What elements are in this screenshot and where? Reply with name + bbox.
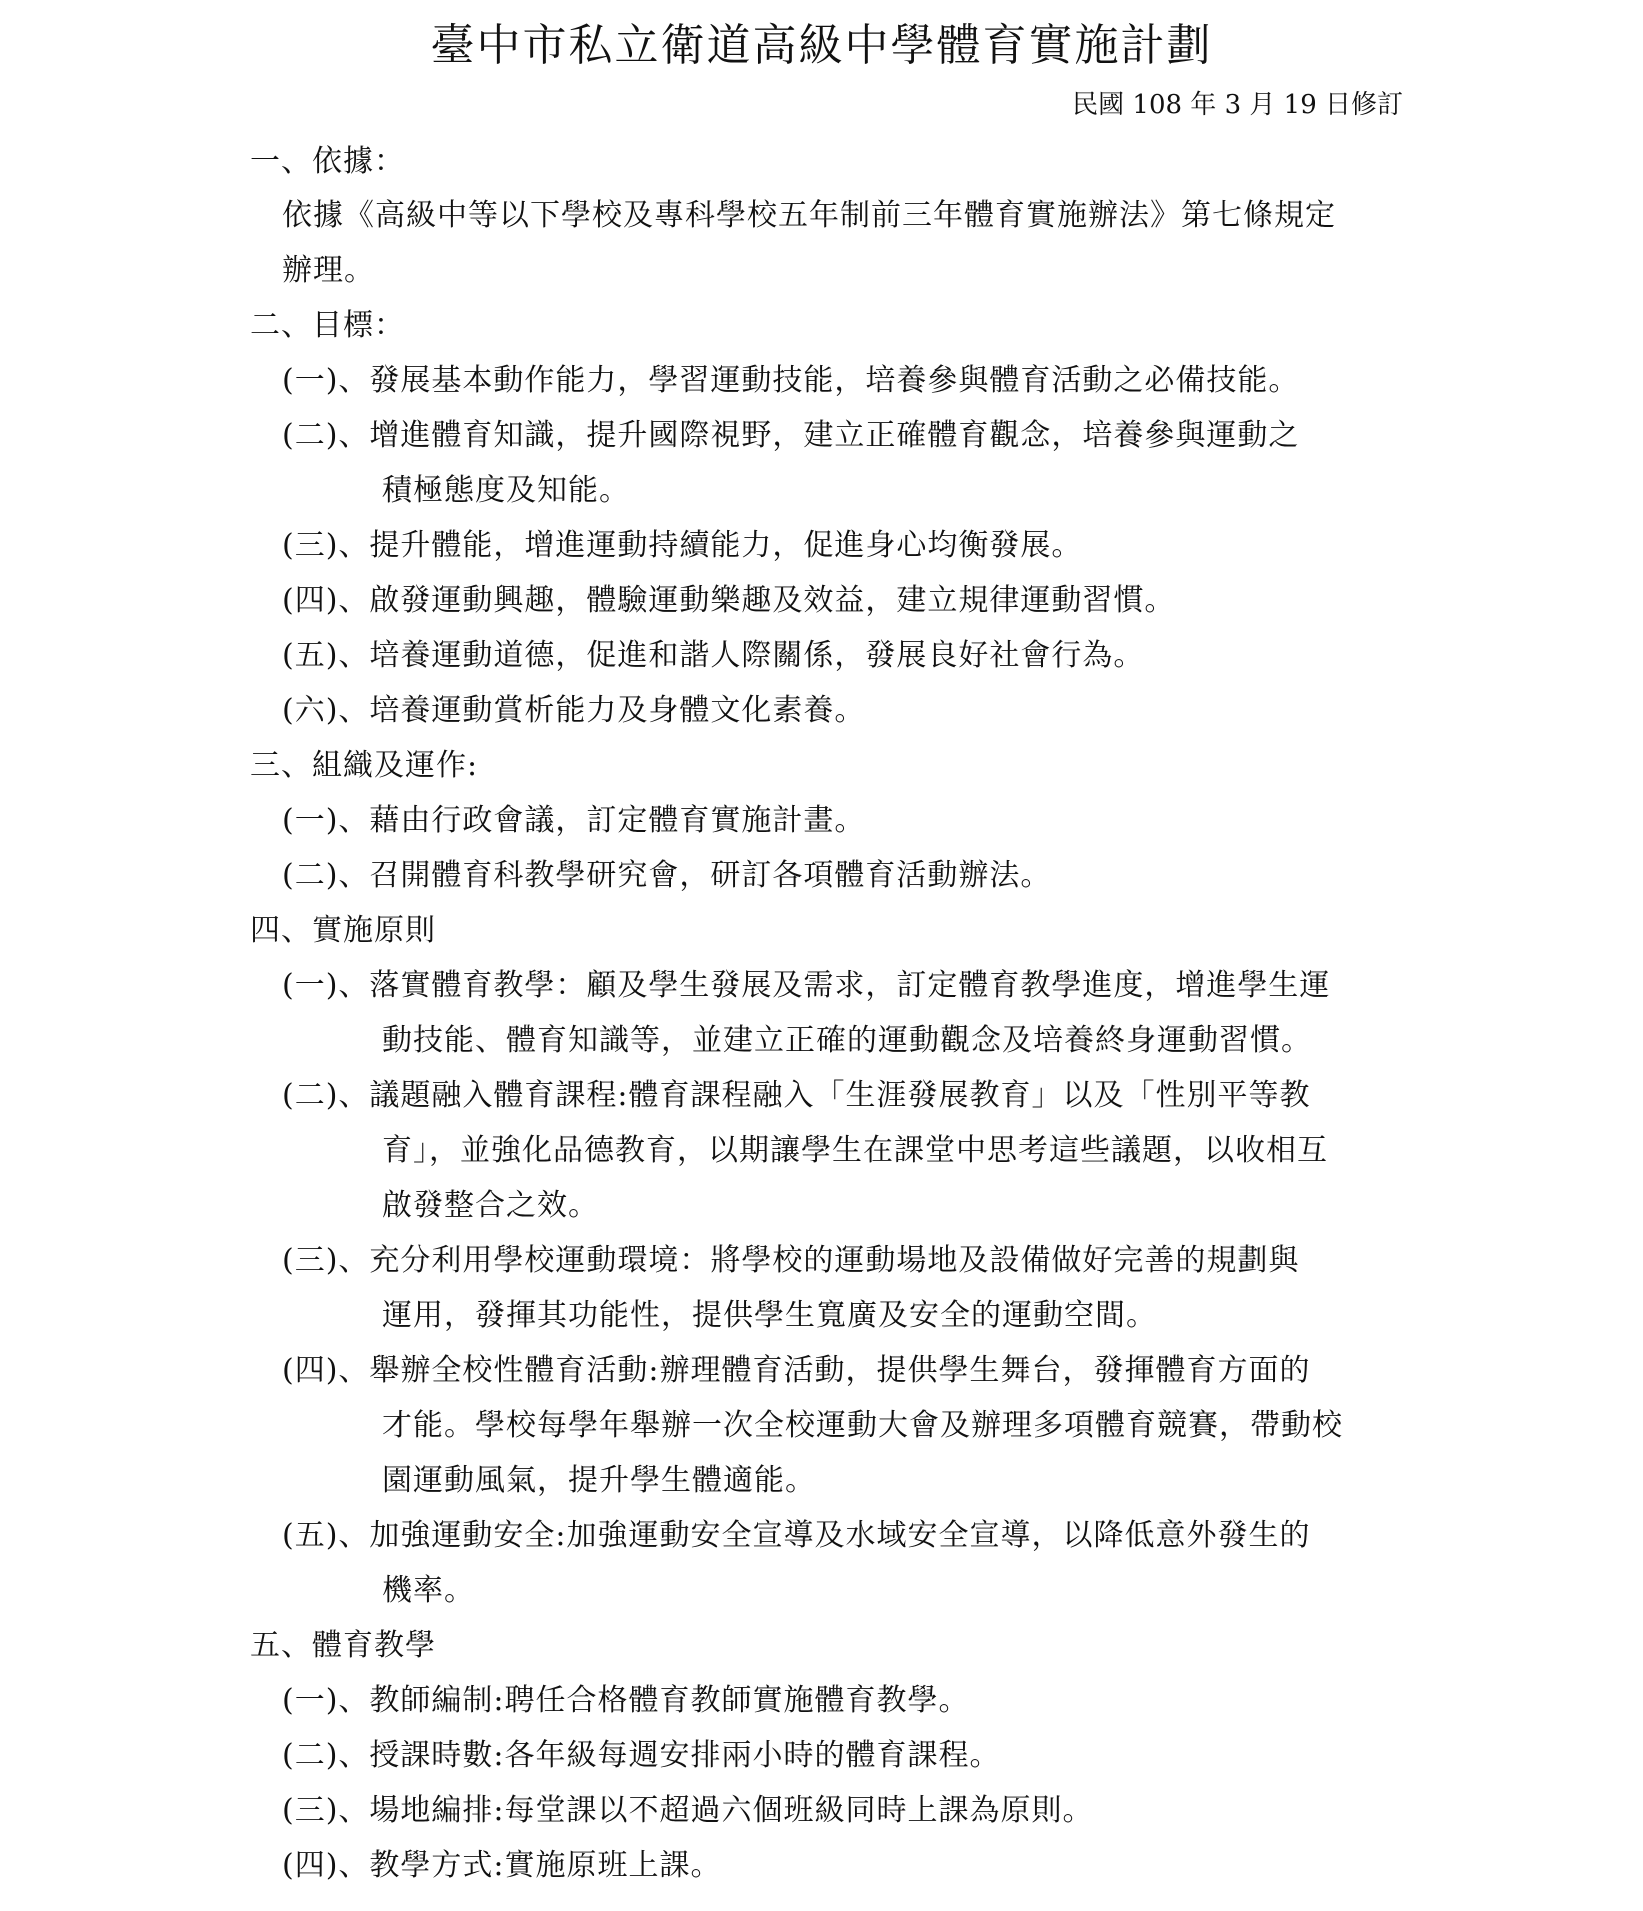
section-2-item-5: (五)、培養運動道德，促進和諧人際關係，發展良好社會行為。 <box>282 638 1145 673</box>
section-3-item-1: (一)、藉由行政會議，訂定體育實施計畫。 <box>282 803 866 838</box>
revision-date: 民國 108 年 3 月 19 日修訂 <box>1072 90 1403 120</box>
document-title: 臺中市私立衛道高級中學體育實施計劃 <box>430 20 1213 71</box>
section-4-item-4-cont: 才能。學校每學年舉辦一次全校運動大會及辦理多項體育競賽，帶動校 <box>382 1408 1343 1443</box>
section-4-item-1-cont: 動技能、體育知識等，並建立正確的運動觀念及培養終身運動習慣。 <box>382 1023 1312 1058</box>
section-1-heading: 一、依據： <box>250 144 405 179</box>
section-2-item-2-cont: 積極態度及知能。 <box>382 473 630 508</box>
section-4-item-5: (五)、加強運動安全:加強運動安全宣導及水域安全宣導，以降低意外發生的 <box>282 1518 1311 1553</box>
section-4-item-3: (三)、充分利用學校運動環境：將學校的運動場地及設備做好完善的規劃與 <box>282 1243 1300 1278</box>
section-4-heading: 四、實施原則 <box>250 913 436 948</box>
section-4-item-1: (一)、落實體育教學：顧及學生發展及需求，訂定體育教學進度，增進學生運 <box>282 968 1331 1003</box>
section-4-item-4: (四)、舉辦全校性體育活動:辦理體育活動，提供學生舞台，發揮體育方面的 <box>282 1353 1311 1388</box>
section-2-item-3: (三)、提升體能，增進運動持續能力，促進身心均衡發展。 <box>282 528 1083 563</box>
section-3-item-2: (二)、召開體育科教學研究會，研訂各項體育活動辦法。 <box>282 858 1052 893</box>
section-5-item-4: (四)、教學方式:實施原班上課。 <box>282 1848 722 1883</box>
section-5-item-3: (三)、場地編排:每堂課以不超過六個班級同時上課為原則。 <box>282 1793 1094 1828</box>
section-4-item-2-cont2: 啟發整合之效。 <box>382 1188 599 1223</box>
section-5-heading: 五、體育教學 <box>250 1628 436 1663</box>
section-2-item-1: (一)、發展基本動作能力，學習運動技能，培養參與體育活動之必備技能。 <box>282 363 1300 398</box>
section-2-item-4: (四)、啟發運動興趣，體驗運動樂趣及效益，建立規律運動習慣。 <box>282 583 1176 618</box>
section-1-body: 依據《高級中等以下學校及專科學校五年制前三年體育實施辦法》第七條規定 <box>282 198 1336 233</box>
section-4-item-2: (二)、議題融入體育課程:體育課程融入「生涯發展教育」以及「性別平等教 <box>282 1078 1311 1113</box>
section-5-item-2: (二)、授課時數:各年級每週安排兩小時的體育課程。 <box>282 1738 1001 1773</box>
section-2-item-2: (二)、增進體育知識，提升國際視野，建立正確體育觀念，培養參與運動之 <box>282 418 1300 453</box>
section-4-item-3-cont: 運用，發揮其功能性，提供學生寬廣及安全的運動空間。 <box>382 1298 1157 1333</box>
section-3-heading: 三、組織及運作: <box>250 748 479 783</box>
section-2-heading: 二、目標： <box>250 308 405 343</box>
section-1-body-cont: 辦理。 <box>282 253 375 288</box>
section-4-item-5-cont: 機率。 <box>382 1573 475 1608</box>
section-5-item-1: (一)、教師編制:聘任合格體育教師實施體育教學。 <box>282 1683 970 1718</box>
section-2-item-6: (六)、培養運動賞析能力及身體文化素養。 <box>282 693 866 728</box>
section-4-item-2-cont: 育」，並強化品德教育，以期讓學生在課堂中思考這些議題，以收相互 <box>382 1133 1328 1168</box>
section-4-item-4-cont2: 園運動風氣，提升學生體適能。 <box>382 1463 816 1498</box>
